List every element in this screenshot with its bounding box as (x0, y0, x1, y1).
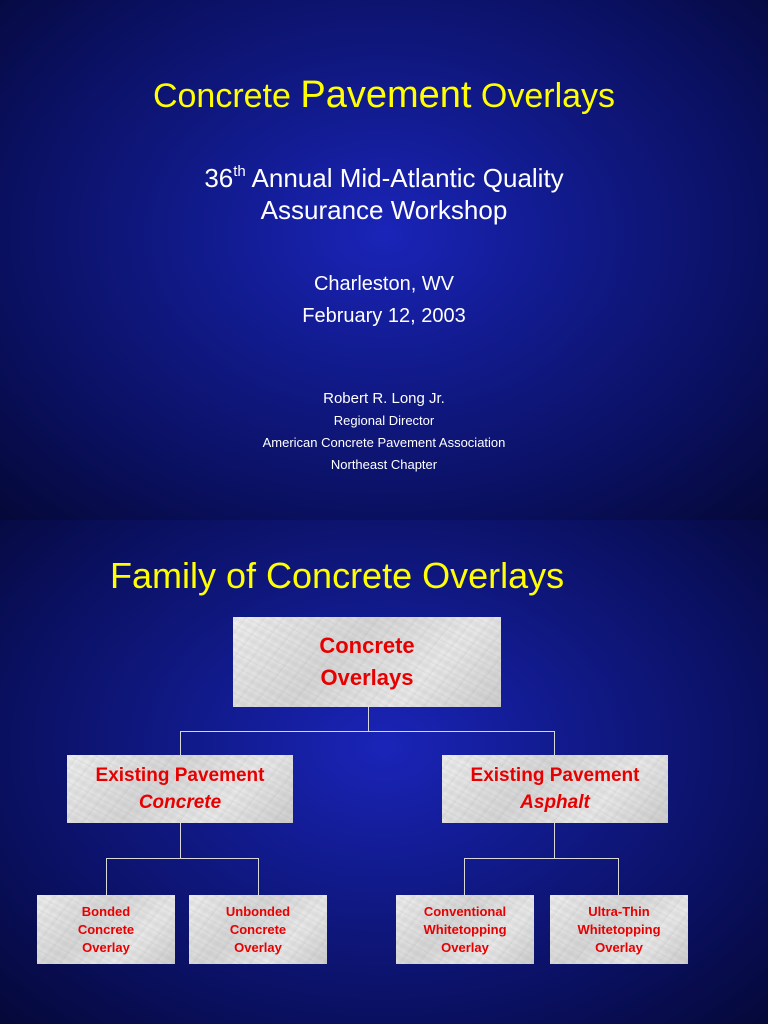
node-ultra-thin-whitetopping-overlay: Ultra-Thin Whitetopping Overlay (550, 895, 688, 964)
connector-left-down (180, 823, 181, 858)
connector-to-leaf-1 (106, 858, 107, 895)
presenter-name: Robert R. Long Jr. (323, 390, 445, 407)
workshop-line-1: 36th Annual Mid-Atlantic Quality (204, 163, 564, 193)
event-details (0, 268, 768, 332)
title-word-concrete: Concrete (152, 77, 301, 115)
connector-to-leaf-4 (618, 858, 619, 895)
connector-to-leaf-3 (464, 858, 465, 895)
title-word-overlays: Overlays (471, 77, 616, 115)
connector-level1-horizontal (180, 731, 555, 732)
node-conventional-whitetopping-overlay: Conventional Whitetopping Overlay (396, 895, 534, 964)
slide-title: Family of Concrete Overlays (110, 555, 565, 596)
workshop-name (0, 162, 768, 226)
node-existing-concrete: Existing Pavement Concrete (67, 755, 293, 823)
ordinal-suffix: th (233, 163, 246, 180)
node-existing-asphalt: Existing Pavement Asphalt (442, 755, 668, 823)
family-diagram-slide (0, 520, 768, 1024)
event-location: Charleston, WV (313, 273, 455, 295)
connector-to-left-branch (180, 731, 181, 755)
node-concrete-overlays: Concrete Overlays (233, 617, 501, 707)
connector-left-horizontal (106, 858, 259, 859)
presenter-title: Regional Director (333, 413, 435, 428)
workshop-line-2: Assurance Workshop (260, 195, 508, 225)
node-unbonded-concrete-overlay: Unbonded Concrete Overlay (189, 895, 327, 964)
event-date: February 12, 2003 (302, 305, 466, 327)
presenter-organization: American Concrete Pavement Association (262, 435, 506, 450)
presenter-block (0, 388, 768, 476)
connector-right-horizontal (464, 858, 619, 859)
connector-to-right-branch (554, 731, 555, 755)
connector-root-down (368, 707, 369, 731)
presenter-chapter: Northeast Chapter (330, 457, 438, 472)
node-bonded-concrete-overlay: Bonded Concrete Overlay (37, 895, 175, 964)
connector-right-down (554, 823, 555, 858)
title-word-pavement: Pavement (300, 74, 472, 116)
presentation-title (0, 72, 768, 119)
connector-to-leaf-2 (258, 858, 259, 895)
